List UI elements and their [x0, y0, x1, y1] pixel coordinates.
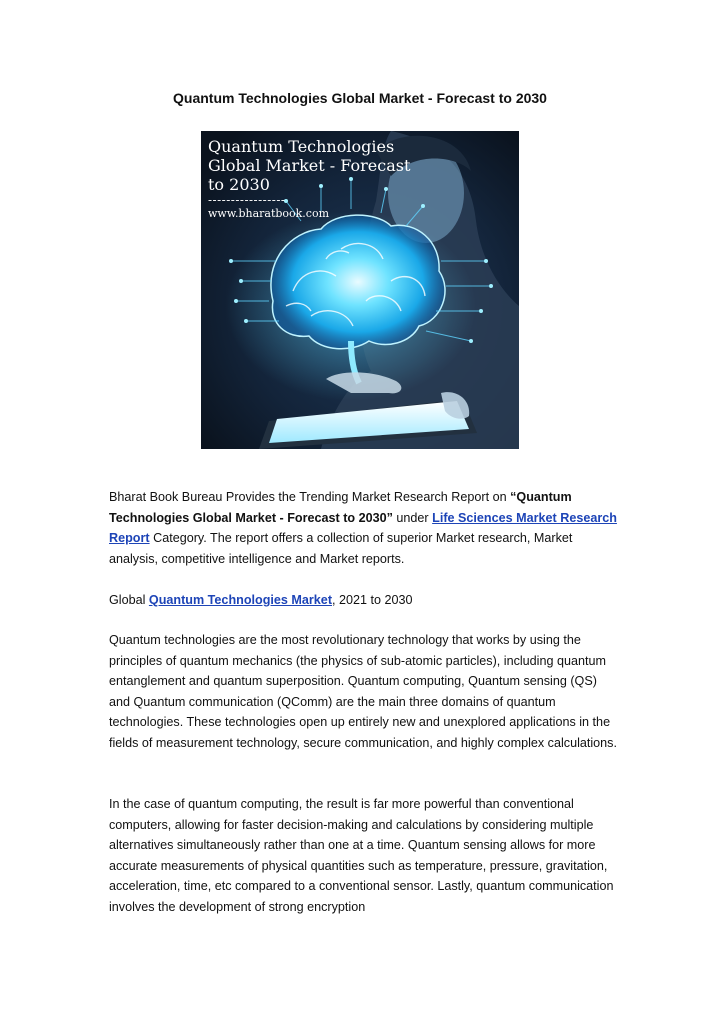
intro-text: under: [392, 510, 433, 525]
market-text: , 2021 to 2030: [332, 593, 413, 607]
hero-title-line: to 2030: [208, 175, 270, 194]
hero-caption: [208, 137, 410, 222]
quantum-market-link[interactable]: Quantum Technologies Market: [148, 593, 333, 607]
hero-title-line: Quantum Technologies: [208, 137, 395, 156]
report-title-bold: “Quantum Technologies Global Market - Forecast to 2030”: [109, 490, 572, 525]
hero-image: [201, 131, 519, 449]
document-title: Quantum Technologies Global Market - Forecast to 2030: [173, 90, 547, 106]
intro-text: Bharat Book Bureau Provides the Trending Market Research Report on: [109, 490, 511, 504]
intro-paragraph: [109, 487, 619, 569]
intro-text: Category. The report offers a collection of superior Market research, Market analysis, competitive intelligence and Market reports.: [109, 531, 573, 566]
life-sciences-link[interactable]: Life Sciences Market Research Report: [109, 510, 617, 545]
hero-separator: -----------------: [208, 193, 286, 207]
market-paragraph: [109, 590, 619, 611]
definition-paragraph: Quantum technologies are the most revolutionary technology that works by using the principles of quantum mechanics (the physics of sub-atomic particles), including quantum entanglement and quantum superposition. Quantum computing, Quantum sensing (QS) and Quantum communication (QComm) are the main three domains of quantum technologies. These technologies open up entirely new and unexplored applications in the fields of measurement technology, secure communication, and highly complex calculations.: [109, 633, 617, 750]
market-text: Global: [109, 593, 149, 607]
hero-title-line: Global Market - Forecast: [208, 156, 411, 175]
computing-paragraph: In the case of quantum computing, the result is far more powerful than conventional computers, allowing for faster decision-making and calculations by considering multiple alternatives simultaneously rather than one at a time. Quantum sensing allows for more accurate measurements of physical quantities such as temperature, pressure, gravitation, acceleration, time, etc compared to a conventional sensor. Lastly, quantum communication involves the development of strong encryption: [109, 797, 614, 914]
hero-website: www.bharatbook.com: [208, 207, 330, 220]
